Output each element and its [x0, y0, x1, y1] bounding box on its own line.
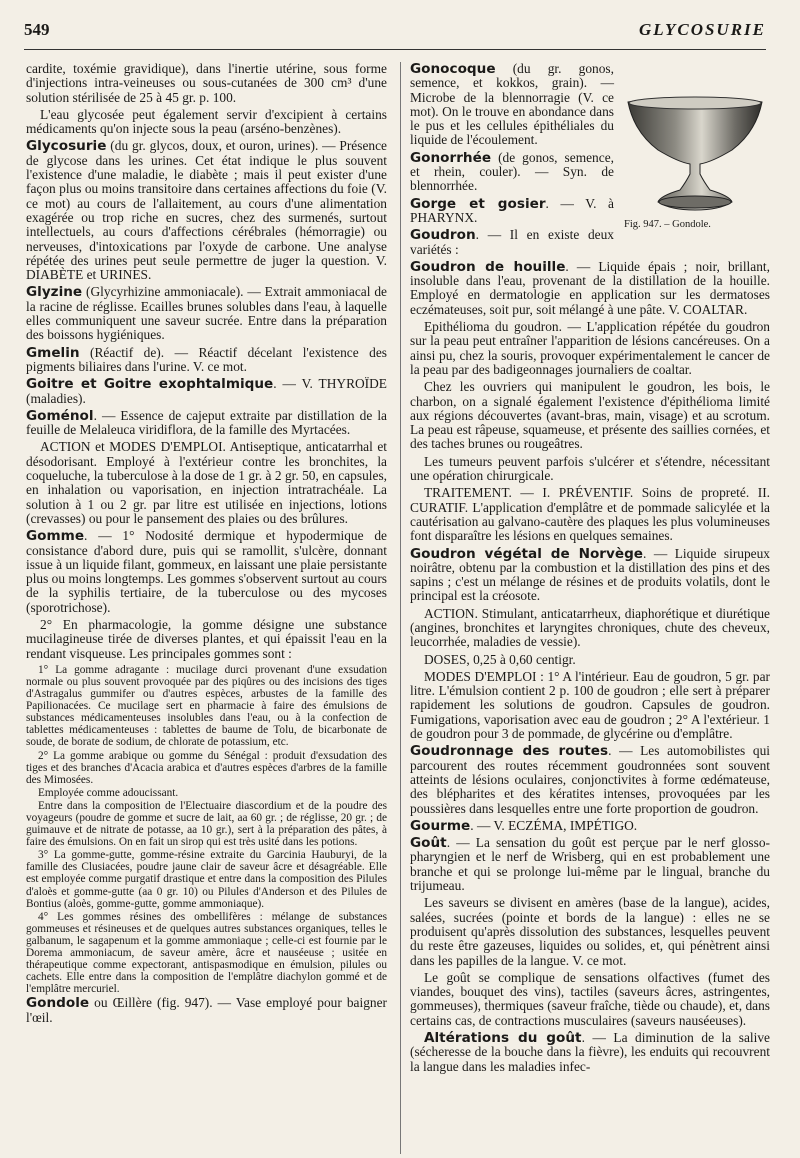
- dictionary-entry: [410, 260, 770, 317]
- entry-paragraph: [26, 750, 387, 786]
- entry-text: ACTION et MODES D'EMPLOI. Antiseptique, anticatarrhal et désodorisant. Employé à l'extérieur contre les bronchites, la coqueluche, la tuberculose à la dose de 1 gr. à 2 gr. 50, en capsules, en inhalation ou vaporisation, en injection intratrachéale. La solution à 1 ou 2 gr. par litre est utilisée en injections, lotions (crevasses) ou pour le pansement des plaies ou des brûlures.: [26, 439, 387, 526]
- entry-text: Employée comme adoucissant.: [38, 786, 179, 799]
- entry-text: DOSES, 0,25 à 0,60 centigr.: [424, 651, 576, 667]
- entry-paragraph: [410, 320, 770, 377]
- entry-text: (du gr. glycos, doux, et ouron, urines). — Présence de glycose dans les urines. Cet état indique le plus souvent l'existence d'une maladie, le diabète ; mais il peut exister d'une façon plus ou moins transitoire dans certaines affections du foie (V. ce mot) au cours de l'allaitement, au cours d'une alimentation exagérée ou trop riche en sucres, chez des surmenés, surtout intellectuels, au cours d'affections cérébrales (hémorragie) ou nerveuses, d'intoxications par l'oxyde de carbone. Une analyse répétée des urines peut seule permettre de juger la question. V. DIABÈTE et URINES.: [26, 138, 387, 283]
- entry-text: . — Il en existe deux variétés :: [410, 227, 614, 257]
- entry-headword: Goût: [410, 835, 447, 852]
- entry-headword: Glyzine: [26, 284, 83, 301]
- entry-headword: Gonorrhée: [410, 149, 492, 166]
- right-column: [410, 62, 770, 1154]
- entry-paragraph: [26, 618, 387, 661]
- entry-text: Entre dans la composition de l'Electuaire diascordium et de la poudre des voyageurs (poudre de gomme et sucre de lait, aa 60 gr. ; de réglisse, 20 gr. ; de guimauve et de nitrate de potasse, aa 10 gr.), sert à la préparation des pâtes, à faire des émulsions. On en fait un sirop qui est très usité dans les potions.: [26, 799, 387, 849]
- entry-headword: Gonocoque: [410, 62, 496, 77]
- entry-text: . — V. THYROÏDE (maladies).: [26, 376, 387, 406]
- column-divider: [400, 62, 401, 1154]
- entry-headword: Goudronnage des routes: [410, 743, 609, 760]
- dictionary-entry: [410, 547, 770, 604]
- entry-headword: Gorge et gosier: [410, 195, 546, 212]
- entry-text: Le goût se complique de sensations olfactives (fumet des viandes, bouquet des vins), tactiles (saveurs âcres, astringentes, gommeuses), thermiques (saveur fraîche, tiède ou chaude), et, dans certains cas, de contractions musculaires (saveurs nauséeuses).: [410, 969, 770, 1028]
- entry-text: . — La sensation du goût est perçue par le nerf glosso-pharyngien et le nerf de Wrisberg, qui en est probablement une branche et qui se prolonge lui-même par le lingual, branche du trijumeau.: [410, 835, 770, 894]
- dictionary-entry: [26, 377, 387, 406]
- entry-text: L'eau glycosée peut également servir d'excipient à certains médicaments qu'on injecte sous la peau (arséno-benzènes).: [26, 106, 387, 137]
- entry-headword: Goudron végétal de Norvège: [410, 545, 644, 562]
- dictionary-entry: [410, 228, 770, 257]
- entry-paragraph: [410, 455, 770, 484]
- entry-text: ACTION. Stimulant, anticatarrheux, diaphorétique et diurétique (angines, bronchites et laryngites chroniques, chute des cheveux, leucorrhée, maladies de vessie).: [410, 605, 770, 650]
- dictionary-entry: [410, 819, 770, 833]
- entry-paragraph: [26, 440, 387, 526]
- entry-text: . — Les automobilistes qui parcourent des routes récemment goudronnées sont souvent atteints de lésions oculaires, conjonctivites à forme œdémateuse, des blépharites et des kératites intenses, provoquées par les poussières dans lesquelles entre une forte proportion de goudron.: [410, 743, 770, 816]
- entry-headword: Gomme: [26, 528, 85, 545]
- eye-cup-gondole-illustration: [620, 92, 770, 214]
- entry-headword: Glycosurie: [26, 138, 107, 155]
- entry-text: 4° Les gommes résines des ombellifères : mélange de substances gommeuses et résineuses et de quelques autres substances organiques, telles le galbanum, le sagapenum et la gomme ammoniaque ; celle-ci est fournie par le Dorema ammoniacum, de saveur amère, âcre et nauséeuse ; usitée en thérapeutique comme expectorant, antispasmodique en émulsion, pilules ou cachets. Elle entre dans la composition de l'emplâtre diachylon gommé et de l'emplâtre mercuriel.: [26, 910, 387, 996]
- page-number: 549: [24, 20, 50, 39]
- entry-text: . — La diminution de la salive (sécheresse de la bouche dans la fièvre), les enduits qui recouvrent la langue dans les maladies infec-: [410, 1030, 770, 1074]
- entry-paragraph: [410, 670, 770, 741]
- entry-headword: Goménol: [26, 407, 94, 424]
- entry-headword: Gondole: [26, 995, 90, 1012]
- dictionary-entry: [26, 529, 387, 615]
- entry-text: MODES D'EMPLOI : 1° A l'intérieur. Eau de goudron, 5 gr. par litre. L'émulsion contient 2 p. 100 de goudron ; elle sert à préparer rapidement les solutions de goudron. Capsules de goudron. Fumigations, vaporisation avec eau de goudron ; 2° A l'extérieur. 1 de goudron pour 3 de pommade, de glycérine ou d'emplâtre.: [410, 668, 770, 742]
- entry-paragraph: [410, 971, 770, 1028]
- dictionary-entry: [410, 836, 770, 893]
- header-rule: [24, 49, 766, 50]
- entry-text: Chez les ouvriers qui manipulent le goudron, les bois, le charbon, on a signalé également l'existence d'épithélioma limité aux régions découvertes (avant-bras, main, visage) et au scrotum. La peau est râpeuse, squameuse, et présente des saillies cornées, et des taches brunes ou rougeâtres.: [410, 379, 770, 452]
- entry-text: (du gr. gonos, semence, et kokkos, grain). — Microbe de la blennorragie (V. ce mot). On le trouve en abondance dans le pus et les cellules épithéliales du liquide de l'écoulement.: [410, 62, 614, 148]
- entry-text: (Réactif de). — Réactif décelant l'existence des pigments biliaires dans l'urine. V. ce mot.: [26, 344, 387, 374]
- entry-paragraph: [410, 607, 770, 650]
- entry-headword: Gmelin: [26, 344, 80, 361]
- dictionary-entry: [26, 346, 387, 375]
- figure-947: [620, 92, 770, 232]
- page-header: [24, 14, 766, 50]
- dictionary-entry: [410, 1031, 770, 1074]
- entry-headword: Goudron de houille: [410, 258, 566, 275]
- entry-paragraph: [26, 911, 387, 996]
- entry-paragraph: [410, 653, 770, 667]
- entry-text: 1° La gomme adragante : mucilage durci provenant d'une exsudation normale ou plus souvent provoquée par des piqûres ou des incisions des tiges d'Astragalus gummifer ou d'autres espèces, arbustes de la famille des Papilionacées. Ce mucilage sert en pharmacie à faire des émulsions de substances médicamenteuses insolubles dans l'eau, ou à la confection de tablettes médicamenteuses : tablettes de baume de Tolu, de bicarbonate de soude, de borate de sodium, de chlorate de potassium, etc.: [26, 663, 387, 749]
- entry-text: Epithélioma du goudron. — L'application répétée du goudron sur la peau peut entraîner l'apparition de lésions cancéreuses. On a ainsi pu, chez la souris, provoquer expérimentalement le cancer de la peau par des badigeonnages journaliers de coaltar.: [410, 319, 770, 377]
- entry-text: Les tumeurs peuvent parfois s'ulcérer et s'étendre, nécessitant une opération chirurgicale.: [410, 453, 770, 484]
- dictionary-entry: [26, 285, 387, 342]
- entry-paragraph: [410, 486, 770, 543]
- entry-headword: Gourme: [410, 817, 471, 834]
- entry-text: TRAITEMENT. — I. PRÉVENTIF. Soins de propreté. II. CURATIF. L'application d'emplâtre et de pommade salicylée et la cautérisation au galvano-cautère des plaques les plus volumineuses font disparaître les lésions en quelques semaines.: [410, 485, 770, 544]
- entry-text: . — V. ECZÉMA, IMPÉTIGO.: [470, 817, 638, 833]
- entry-paragraph: [26, 787, 387, 799]
- entry-paragraph: [26, 108, 387, 137]
- entry-text: . — Liquide sirupeux noirâtre, obtenu par la combustion et la distillation des pins et des sapins ; c'est un mélange de résines et de produits volatils, dont le principal est la créosote.: [410, 545, 770, 604]
- entry-text: cardite, toxémie gravidique), dans l'inertie utérine, sous forme d'injections intra-veineuses ou sous-cutanées de 300 cm³ d'une solution stérilisée de 25 à 45 gr. p. 100.: [26, 62, 387, 105]
- entry-headword: Goitre et Goitre exophtalmique: [26, 376, 274, 393]
- entry-paragraph: [410, 896, 770, 967]
- left-column: [26, 62, 387, 1154]
- entry-paragraph: [410, 380, 770, 451]
- entry-text: (de gonos, semence, et rhein, couler). — Syn. de blennorrhée.: [410, 149, 614, 194]
- entry-paragraph: [26, 664, 387, 749]
- entry-text: 2° En pharmacologie, la gomme désigne une substance mucilagineuse tirée de diverses plantes, et qui épaissit l'eau en la rendant visqueuse. Les principales gommes sont :: [26, 616, 387, 661]
- entry-paragraph: [26, 62, 387, 105]
- entry-text: . — Essence de cajeput extraite par distillation de la feuille de Melaleuca viridiflora, de la famille des Myrtacées.: [26, 407, 387, 438]
- entry-text: 2° La gomme arabique ou gomme du Sénégal : produit d'exsudation des tiges et des branches d'Acacia arabica et d'autres espèces d'arbres de la famille des Mimosées.: [26, 749, 387, 786]
- entry-text: 3° La gomme-gutte, gomme-résine extraite du Garcinia Hauburyi, de la famille des Clusiacées, poudre jaune clair de saveur âcre et désagréable. Elle est employée comme purgatif drastique et entre dans la composition des Pilules d'aloès et gomme-gutte (aa 0 gr. 10) ou Pilules d'Anderson et des Pilules de Bontius (aloès, gomme-gutte, gomme ammoniaque).: [26, 849, 387, 910]
- running-title: GLYCOSURIE: [638, 20, 766, 39]
- entry-text: . — V. à PHARYNX.: [410, 195, 615, 225]
- entry-paragraph: [26, 800, 387, 848]
- entry-headword: Altérations du goût: [424, 1030, 582, 1046]
- dictionary-entry: [26, 139, 387, 282]
- entry-headword: Goudron: [410, 227, 476, 244]
- dictionary-entry: [26, 996, 387, 1025]
- entry-text: Les saveurs se divisent en amères (base de la langue), acides, salées, sucrées (pointe et bords de la langue) : elles ne se produisent qu'après dissolution des substances, lesquelles peuvent du reste être gazeuses, liquides ou solides, et, qui pénètrent ainsi dans les papilles de la langue. V. ce mot.: [410, 895, 770, 968]
- entry-text: . — 1° Nodosité dermique et hypodermique de consistance d'abord dure, puis qui se ramollit, s'ulcère, donnant issue à un liquide filant, gommeux, en laissant une plaie persistante plus ou moins longtemps. Les gommes s'observent surtout au cours de la syphilis tertiaire, de la tuberculose ou des mycoses (sporotrichose).: [26, 528, 387, 615]
- dictionary-entry: [26, 409, 387, 438]
- dictionary-entry: [410, 744, 770, 815]
- entry-text: . — Liquide épais ; noir, brillant, insoluble dans l'eau, provenant de la distillation de la houille. Employé en dermatologie en application sur les dermatoses eczémateuses, soit pur, soit mélangé à une pâte. V. COALTAR.: [410, 258, 770, 317]
- entry-text: ou Œillère (fig. 947). — Vase employé pour baigner l'œil.: [26, 995, 387, 1025]
- figure-caption: Fig. 947. – Gondole.: [624, 218, 711, 230]
- entry-paragraph: [26, 849, 387, 909]
- entry-text: (Glycyrhizine ammoniacale). — Extrait ammoniacal de la racine de réglisse. Ecailles brunes solubles dans l'eau, à laquelle elles communiquent une saveur sucrée. Entre dans la préparation des boissons hygiéniques.: [26, 284, 387, 343]
